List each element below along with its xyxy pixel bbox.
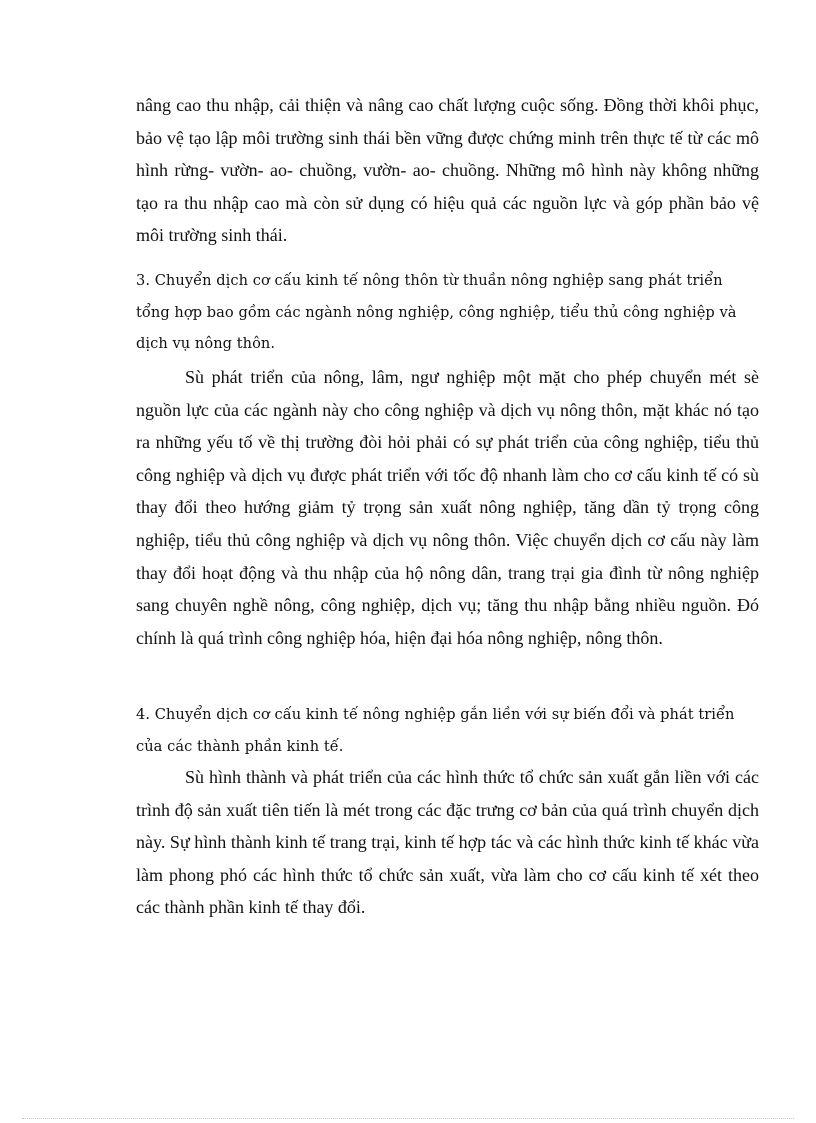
section-3-paragraph (136, 361, 759, 654)
section-heading-3 (136, 265, 759, 360)
section-heading-4-text: 4. Chuyển dịch cơ cấu kinh tế nông nghiệp gắn liền với sự biến đổi và phát triển của các thành phần kinh tế. (136, 706, 735, 755)
page-bottom-divider (22, 1118, 794, 1119)
paragraph-continuation (136, 89, 759, 252)
paragraph-1-text: nâng cao thu nhập, cải thiện và nâng cao chất lượng cuộc sống. Đồng thời khôi phục, bảo vệ tạo lập môi trường sinh thái bền vững được chứng minh trên thực tế từ các mô hình rừng- vườn- ao- chuồng, vườn- ao- chuồng. Những mô hình này không những tạo ra thu nhập cao mà còn sử dụng có hiệu quả các nguồn lực và góp phần bảo vệ môi trường sinh thái. (136, 95, 759, 246)
section-3-paragraph-text: Sù phát triển của nông, lâm, ngư nghiệp một mặt cho phép chuyển mét sè nguồn lực của các ngành này cho công nghiệp và dịch vụ nông thôn, mặt khác nó tạo ra những yếu tố về thị trường đòi hỏi phải có sự phát triển của công nghiệp, tiểu thủ công nghiệp và dịch vụ được phát triển với tốc độ nhanh làm cho cơ cấu kinh tế có sù thay đổi theo hướng giảm tỷ trọng sản xuất nông nghiệp, tăng dần tỷ trọng công nghiệp, tiểu thủ công nghiệp và dịch vụ nông thôn. Việc chuyển dịch cơ cấu này làm thay đổi hoạt động và thu nhập của hộ nông dân, trang trại gia đình từ nông nghiệp sang chuyên nghề nông, công nghiệp, dịch vụ; tăng thu nhập bằng nhiều nguồn. Đó chính là quá trình công nghiệp hóa, hiện đại hóa nông nghiệp, nông thôn. (136, 367, 759, 648)
section-4-paragraph (136, 761, 759, 924)
section-heading-3-text: 3. Chuyển dịch cơ cấu kinh tế nông thôn từ thuần nông nghiệp sang phát triển tổng hợp bao gồm các ngành nông nghiệp, công nghiệp, tiểu thủ công nghiệp và dịch vụ nông thôn. (136, 272, 737, 352)
section-heading-4 (136, 699, 759, 762)
section-4-paragraph-text: Sù hình thành và phát triển của các hình thức tổ chức sản xuất gắn liền với các trình độ sản xuất tiên tiến là mét trong các đặc trưng cơ bản của quá trình chuyển dịch này. Sự hình thành kinh tế trang trại, kinh tế hợp tác và các hình thức kinh tế khác vừa làm phong phó các hình thức tổ chức sản xuất, vừa làm cho cơ cấu kinh tế xét theo các thành phần kinh tế thay đổi. (136, 767, 759, 918)
